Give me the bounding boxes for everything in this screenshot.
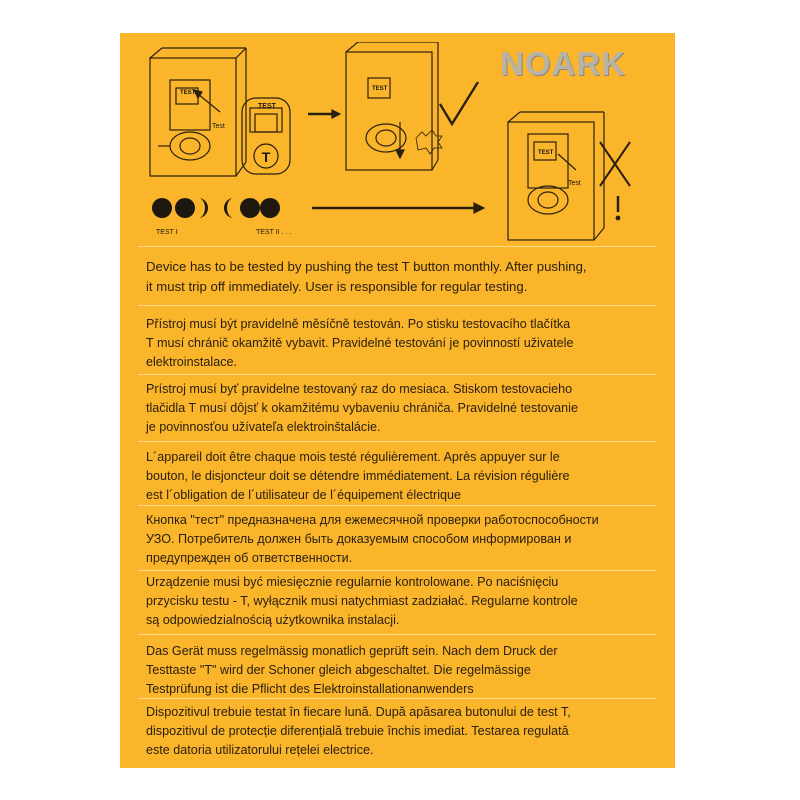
text-line: Das Gerät muss regelmässig monatlich geprüft sein. Nach dem Druck der: [146, 644, 558, 658]
text-line: są odpowiedzialnością użytkownika instalacji.: [146, 613, 400, 627]
text-line: je povinnosťou užívateľa elektroinštalácie.: [146, 420, 381, 434]
text-line: Device has to be tested by pushing the test T button monthly. After pushing,: [146, 259, 587, 274]
test-label-fail: TEST: [538, 150, 554, 156]
text-line: УЗО. Потребитель должен быть доказуемым способом информирован и: [146, 532, 572, 546]
brand-logo: NOARK: [500, 45, 626, 82]
paragraph-polish: [146, 573, 646, 630]
paragraph-czech: [146, 315, 646, 372]
text-line: Кнопка "тест" предназначена для ежемесячной проверки работоспособности: [146, 513, 599, 527]
test-label-zoom: TEST: [258, 103, 276, 110]
text-line: dispozitivul de protecție diferențială trebuie închis imediat. Testarea regulată: [146, 724, 569, 738]
text-line: Urządzenie musi być miesięcznie regularnie kontrolowane. Po naciśnięciu: [146, 575, 559, 589]
separator: [138, 374, 656, 375]
text-line: Testtaste "T" wird der Schoner gleich abgeschaltet. Die regelmässige: [146, 663, 531, 677]
test-procedure-illustration: [138, 42, 658, 250]
text-line: este datoria utilizatorului rețelei electrice.: [146, 743, 374, 757]
success-check-icon: [440, 82, 478, 124]
text-line: it must trip off immediately. User is responsible for regular testing.: [146, 279, 528, 294]
text-line: Dispozitivul trebuie testat în fiecare lună. După apăsarea butonului de test T,: [146, 705, 571, 719]
test-pointer-label: Test: [212, 123, 225, 130]
text-line: bouton, le disjoncteur doit se détendre immédiatement. La révision régulière: [146, 469, 570, 483]
test-ii-label: TEST II . . .: [256, 229, 292, 236]
text-line: Prístroj musí byť pravidelne testovaný raz do mesiaca. Stiskom testovacieho: [146, 382, 573, 396]
separator: [138, 246, 656, 247]
separator: [138, 570, 656, 571]
text-line: est l´obligation de l´utilisateur de l´équipement électrique: [146, 488, 462, 502]
test-i-label: TEST I: [156, 229, 178, 236]
separator: [138, 634, 656, 635]
knob-letter: T: [261, 149, 271, 165]
test-pointer-label-fail: Test: [568, 180, 581, 187]
text-line: przycisku testu - T, wyłącznik musi natychmiast zadziałać. Regularne kontrole: [146, 594, 578, 608]
separator: [138, 505, 656, 506]
text-line: tlačidla T musí dôjsť k okamžitému vybaveniu chrániča. Pravidelné testovanie: [146, 401, 578, 415]
paragraph-german: [146, 642, 646, 699]
text-line: L´appareil doit être chaque mois testé régulièrement. Après appuyer sur le: [146, 450, 560, 464]
separator: [138, 305, 656, 306]
paragraph-english: [146, 257, 646, 297]
separator: [138, 441, 656, 442]
text-line: предупрежден об ответственности.: [146, 551, 353, 565]
text-line: T musí chránič okamžitě vybavit. Pravidelné testování je povinností uživatele: [146, 336, 574, 350]
paragraph-romanian: [146, 703, 646, 760]
test-label-tripped: TEST: [372, 86, 388, 92]
text-line: Testprüfung ist die Pflicht des Elektroinstallationanwenders: [146, 682, 474, 696]
monthly-cycle-icon: [152, 198, 280, 218]
test-label: TEST: [180, 90, 196, 96]
text-line: Přístroj musí být pravidelně měsíčně testován. Po stisku testovacího tlačítka: [146, 317, 571, 331]
paragraph-slovak: [146, 380, 646, 437]
paragraph-french: [146, 448, 646, 505]
enclosure-before-test-icon: [150, 48, 246, 176]
separator: [138, 698, 656, 699]
paragraph-russian: [146, 511, 646, 568]
text-line: elektroinstalace.: [146, 355, 238, 369]
enclosure-tripped-icon: [346, 42, 442, 170]
enclosure-not-tripped-icon: [508, 112, 604, 240]
